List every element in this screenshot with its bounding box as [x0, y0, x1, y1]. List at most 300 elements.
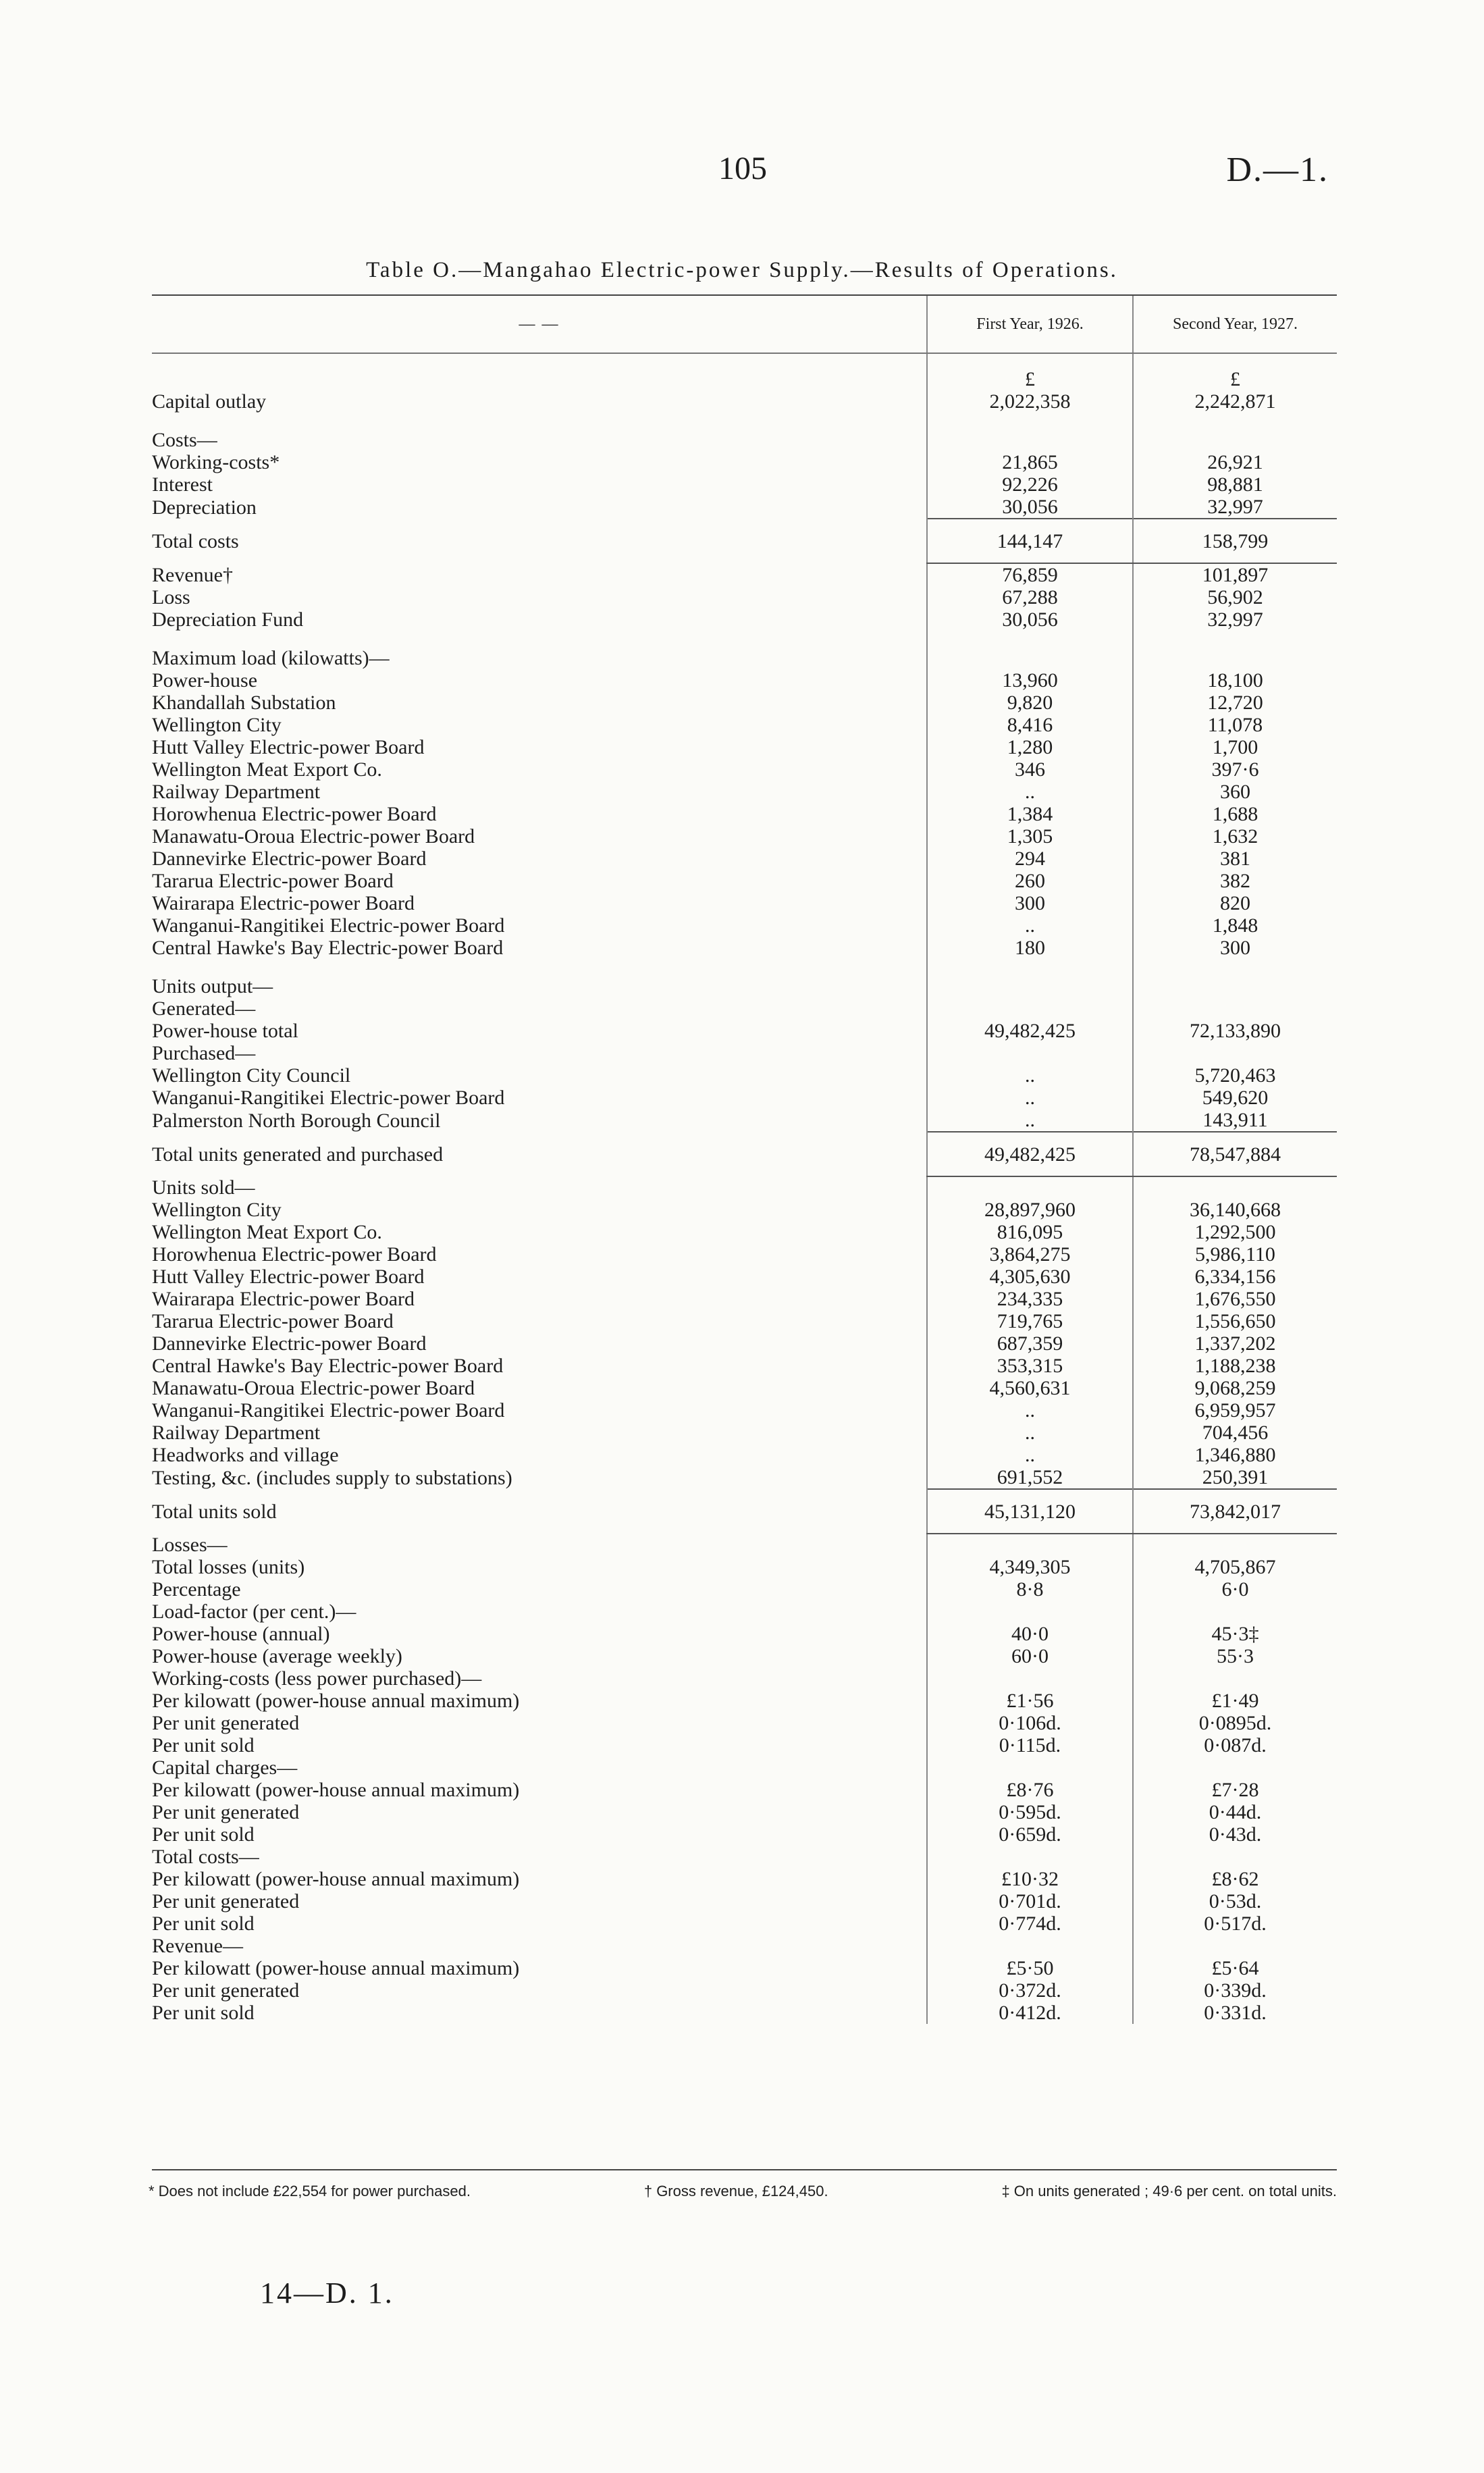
table-row	[152, 563, 1337, 586]
row-label	[152, 1444, 927, 1466]
table-row	[152, 692, 1337, 714]
second-year-value: 549,620	[1133, 1087, 1337, 1109]
row-label	[152, 1266, 927, 1288]
second-year-value: £8·62	[1133, 1868, 1337, 1890]
first-year-value: £10·32	[927, 1868, 1133, 1890]
table-row	[152, 1355, 1337, 1377]
table-row	[152, 870, 1337, 892]
row-label-text: Units sold—	[152, 1176, 255, 1199]
section-heading-row	[152, 1846, 1337, 1868]
row-label-text: Revenue—	[152, 1935, 243, 1957]
row-label	[152, 608, 927, 631]
table-row	[152, 1690, 1337, 1712]
first-year-value: 4,305,630	[927, 1266, 1133, 1288]
first-year-value: 260	[927, 870, 1133, 892]
row-label-text: Per kilowatt (power-house annual maximum)	[152, 1779, 520, 1801]
table-row	[152, 586, 1337, 608]
row-label	[152, 1199, 927, 1221]
row-label	[152, 1957, 927, 1979]
row-label-text: Per unit generated	[152, 1801, 300, 1823]
row-label	[152, 1823, 927, 1846]
first-year-value: 719,765	[927, 1310, 1133, 1332]
row-label	[152, 1912, 927, 1935]
row-label-text: Per unit sold	[152, 1912, 255, 1935]
table-row	[152, 1422, 1337, 1444]
printer-signature: 14—D. 1.	[260, 2276, 394, 2310]
table-row	[152, 1243, 1337, 1266]
row-label	[152, 1667, 927, 1690]
row-label-text: Per unit generated	[152, 1712, 300, 1734]
row-label	[152, 692, 927, 714]
first-year-value: 687,359	[927, 1332, 1133, 1355]
section-heading-row	[152, 647, 1337, 669]
row-label	[152, 1600, 927, 1623]
row-label-text: Tararua Electric-power Board	[152, 1310, 394, 1332]
page-number: 105	[718, 151, 767, 186]
table-row	[152, 714, 1337, 736]
row-label-text: Depreciation Fund	[152, 608, 304, 631]
row-label	[152, 1176, 927, 1199]
first-year-value	[927, 1600, 1133, 1623]
second-year-value: 55·3	[1133, 1645, 1337, 1667]
first-year-value	[927, 1667, 1133, 1690]
row-label-text: Per unit sold	[152, 1823, 255, 1846]
first-year-value: 300	[927, 892, 1133, 914]
row-label-text: Palmerston North Borough Council	[152, 1110, 441, 1132]
table-row	[152, 1734, 1337, 1756]
row-label-text: Wanganui-Rangitikei Electric-power Board	[152, 1087, 505, 1109]
spacer-row	[152, 959, 1337, 975]
row-label	[152, 669, 927, 692]
second-year-value: 1,346,880	[1133, 1444, 1337, 1466]
row-label	[152, 1466, 927, 1489]
first-year-value: 0·115d.	[927, 1734, 1133, 1756]
row-label-text: Central Hawke's Bay Electric-power Board	[152, 937, 504, 959]
first-year-value	[927, 997, 1133, 1020]
second-year-value: 0·331d.	[1133, 2002, 1337, 2024]
first-year-value: 30,056	[927, 496, 1133, 519]
spacer-cell	[927, 413, 1133, 429]
spacer-cell	[1133, 631, 1337, 647]
table-row	[152, 1801, 1337, 1823]
row-label	[152, 848, 927, 870]
first-year-value: 691,552	[927, 1466, 1133, 1489]
table-row	[152, 736, 1337, 758]
row-label-text: Railway Department	[152, 1422, 321, 1444]
section-heading-row	[152, 975, 1337, 997]
table-row	[152, 781, 1337, 803]
second-year-value: 32,997	[1133, 608, 1337, 631]
table-row	[152, 496, 1337, 519]
table-row	[152, 1645, 1337, 1667]
table-row	[152, 1332, 1337, 1355]
row-label-text: Costs—	[152, 429, 217, 451]
row-label-text: Total costs—	[152, 1846, 259, 1868]
row-label	[152, 353, 927, 390]
second-year-value: 9,068,259	[1133, 1377, 1337, 1399]
row-label	[152, 1756, 927, 1779]
first-year-value: 1,305	[927, 825, 1133, 848]
row-label-text: Dannevirke Electric-power Board	[152, 848, 427, 870]
first-year-value: 9,820	[927, 692, 1133, 714]
table-row	[152, 1556, 1337, 1578]
table-row	[152, 1444, 1337, 1466]
first-year-value: 21,865	[927, 451, 1133, 473]
second-year-value	[1133, 429, 1337, 451]
first-year-value: 13,960	[927, 669, 1133, 692]
row-label-text: Per unit sold	[152, 1734, 255, 1756]
row-label	[152, 1734, 927, 1756]
second-year-value: 250,391	[1133, 1466, 1337, 1489]
table-row	[152, 1823, 1337, 1846]
first-year-value: £	[927, 353, 1133, 390]
row-label-text: Load-factor (per cent.)—	[152, 1600, 356, 1623]
title-suffix: —Results of Operations.	[850, 258, 1118, 282]
row-label	[152, 1109, 927, 1132]
second-year-value: 1,292,500	[1133, 1221, 1337, 1243]
second-year-value: 381	[1133, 848, 1337, 870]
row-label	[152, 1779, 927, 1801]
second-year-value: 1,676,550	[1133, 1288, 1337, 1310]
table-row	[152, 1109, 1337, 1132]
row-label	[152, 1690, 927, 1712]
first-year-value: 1,280	[927, 736, 1133, 758]
first-year-value: ..	[927, 1109, 1133, 1132]
row-label	[152, 473, 927, 496]
second-year-value: 4,705,867	[1133, 1556, 1337, 1578]
second-year-value: 36,140,668	[1133, 1199, 1337, 1221]
row-label	[152, 2002, 927, 2024]
first-year-value: ..	[927, 1064, 1133, 1087]
table-row	[152, 669, 1337, 692]
table-row	[152, 1020, 1337, 1042]
row-label	[152, 1801, 927, 1823]
table-row	[152, 848, 1337, 870]
first-year-value: 49,482,425	[927, 1132, 1133, 1176]
table-row	[152, 1712, 1337, 1734]
row-label	[152, 892, 927, 914]
first-year-value: 0·701d.	[927, 1890, 1133, 1912]
row-label-text: Percentage	[152, 1578, 241, 1600]
first-year-value	[927, 1534, 1133, 1556]
row-label-text: Loss	[152, 586, 190, 608]
row-label	[152, 1087, 927, 1109]
second-year-value: 98,881	[1133, 473, 1337, 496]
spacer-cell	[152, 631, 927, 647]
row-label	[152, 1332, 927, 1355]
table-row	[152, 914, 1337, 937]
row-label	[152, 1846, 927, 1868]
row-label-text: Power-house total	[152, 1020, 298, 1042]
first-year-value: 45,131,120	[927, 1489, 1133, 1534]
row-label	[152, 1489, 927, 1534]
table-row	[152, 937, 1337, 959]
row-label	[152, 496, 927, 519]
second-year-value: 1,700	[1133, 736, 1337, 758]
header-second-year: Second Year, 1927.	[1133, 296, 1337, 353]
second-year-value: £1·49	[1133, 1690, 1337, 1712]
first-year-value	[927, 1176, 1133, 1199]
spacer-cell	[1133, 413, 1337, 429]
second-year-value	[1133, 1935, 1337, 1957]
row-label	[152, 451, 927, 473]
first-year-value	[927, 429, 1133, 451]
row-label	[152, 781, 927, 803]
row-label-text: Hutt Valley Electric-power Board	[152, 1266, 425, 1288]
first-year-value: 28,897,960	[927, 1199, 1133, 1221]
row-label-text: Per unit sold	[152, 2002, 255, 2024]
first-year-value: ..	[927, 914, 1133, 937]
row-label	[152, 736, 927, 758]
second-year-value	[1133, 997, 1337, 1020]
row-label-text: Power-house (average weekly)	[152, 1645, 402, 1667]
second-year-value: 5,720,463	[1133, 1064, 1337, 1087]
row-label-text: Per kilowatt (power-house annual maximum)	[152, 1690, 520, 1712]
table-row	[152, 1288, 1337, 1310]
table-row	[152, 1466, 1337, 1489]
table-row	[152, 1377, 1337, 1399]
second-year-value: 26,921	[1133, 451, 1337, 473]
second-year-value: 45·3‡	[1133, 1623, 1337, 1645]
second-year-value: £5·64	[1133, 1957, 1337, 1979]
first-year-value: 30,056	[927, 608, 1133, 631]
table-row	[152, 1957, 1337, 1979]
first-year-value: 8,416	[927, 714, 1133, 736]
table-row	[152, 451, 1337, 473]
first-year-value: 0·595d.	[927, 1801, 1133, 1823]
first-year-value: 4,560,631	[927, 1377, 1133, 1399]
row-label-text: Testing, &c. (includes supply to substations)	[152, 1467, 512, 1489]
first-year-value: ..	[927, 781, 1133, 803]
section-heading-row	[152, 1935, 1337, 1957]
second-year-value: 6,959,957	[1133, 1399, 1337, 1422]
second-year-value: 1,556,650	[1133, 1310, 1337, 1332]
first-year-value: 0·372d.	[927, 1979, 1133, 2002]
row-label-text: Wellington City Council	[152, 1064, 351, 1087]
title-main: —Mangahao Electric-power Supply.	[458, 258, 851, 282]
spacer-cell	[1133, 959, 1337, 975]
second-year-value: £	[1133, 353, 1337, 390]
first-year-value	[927, 1042, 1133, 1064]
row-label	[152, 1556, 927, 1578]
row-label-text: Total units sold	[152, 1500, 277, 1523]
first-year-value	[927, 975, 1133, 997]
second-year-value: 143,911	[1133, 1109, 1337, 1132]
row-label	[152, 1935, 927, 1957]
row-label	[152, 1868, 927, 1890]
table-row	[152, 1868, 1337, 1890]
first-year-value: 3,864,275	[927, 1243, 1133, 1266]
row-label	[152, 937, 927, 959]
first-year-value	[927, 1756, 1133, 1779]
row-label	[152, 1310, 927, 1332]
table-row	[152, 1912, 1337, 1935]
section-heading-row	[152, 1667, 1337, 1690]
first-year-value: 346	[927, 758, 1133, 781]
second-year-value	[1133, 1534, 1337, 1556]
row-label	[152, 1890, 927, 1912]
first-year-value: 67,288	[927, 586, 1133, 608]
second-year-value: 382	[1133, 870, 1337, 892]
second-year-value: 1,688	[1133, 803, 1337, 825]
first-year-value: 0·774d.	[927, 1912, 1133, 1935]
row-label	[152, 647, 927, 669]
row-label-text: Interest	[152, 473, 213, 496]
row-label-text: Central Hawke's Bay Electric-power Board	[152, 1355, 504, 1377]
header-first-year: First Year, 1926.	[927, 296, 1133, 353]
second-year-value: 0·43d.	[1133, 1823, 1337, 1846]
row-label-text: Losses—	[152, 1534, 228, 1556]
row-label	[152, 1020, 927, 1042]
total-row	[152, 519, 1337, 563]
first-year-value: 353,315	[927, 1355, 1133, 1377]
row-label	[152, 1288, 927, 1310]
results-table	[152, 296, 1337, 2024]
table-row	[152, 1087, 1337, 1109]
row-label	[152, 997, 927, 1020]
row-label-text: Total units generated and purchased	[152, 1143, 444, 1166]
row-label-text: Total costs	[152, 529, 239, 552]
second-year-value: £7·28	[1133, 1779, 1337, 1801]
first-year-value	[927, 647, 1133, 669]
first-year-value: £5·50	[927, 1957, 1133, 1979]
spacer-cell	[152, 959, 927, 975]
second-year-value: 56,902	[1133, 586, 1337, 608]
spacer-cell	[927, 631, 1133, 647]
first-year-value: 0·412d.	[927, 2002, 1133, 2024]
row-label-text: Wairarapa Electric-power Board	[152, 892, 415, 914]
total-row	[152, 1132, 1337, 1176]
row-label	[152, 1221, 927, 1243]
row-label-text: Wellington City	[152, 714, 282, 736]
table-row	[152, 353, 1337, 390]
row-label	[152, 1243, 927, 1266]
first-year-value: 1,384	[927, 803, 1133, 825]
row-label	[152, 1645, 927, 1667]
row-label	[152, 1534, 927, 1556]
second-year-value: 1,632	[1133, 825, 1337, 848]
second-year-value: 704,456	[1133, 1422, 1337, 1444]
row-label-text: Generated—	[152, 997, 256, 1020]
first-year-value: £8·76	[927, 1779, 1133, 1801]
second-year-value: 360	[1133, 781, 1337, 803]
first-year-value: 4,349,305	[927, 1556, 1133, 1578]
second-year-value: 397·6	[1133, 758, 1337, 781]
row-label-text: Depreciation	[152, 496, 257, 519]
section-heading-row	[152, 1534, 1337, 1556]
row-label-text: Wellington Meat Export Co.	[152, 758, 382, 781]
row-label-text: Revenue†	[152, 564, 233, 586]
second-year-value: 6,334,156	[1133, 1266, 1337, 1288]
second-year-value: 0·517d.	[1133, 1912, 1337, 1935]
row-label-text: Power-house	[152, 669, 258, 692]
table-row	[152, 1310, 1337, 1332]
second-year-value: 12,720	[1133, 692, 1337, 714]
second-year-value: 2,242,871	[1133, 390, 1337, 413]
table-row	[152, 758, 1337, 781]
row-label	[152, 1355, 927, 1377]
footnote-gross-revenue: † Gross revenue, £124,450.	[643, 2183, 828, 2199]
second-year-value: 0·0895d.	[1133, 1712, 1337, 1734]
second-year-value: 0·53d.	[1133, 1890, 1337, 1912]
table-row	[152, 473, 1337, 496]
row-label	[152, 914, 927, 937]
second-year-value: 820	[1133, 892, 1337, 914]
row-label	[152, 1399, 927, 1422]
first-year-value: ..	[927, 1444, 1133, 1466]
first-year-value: 76,859	[927, 563, 1133, 586]
table-body	[152, 353, 1337, 2024]
row-label-text: Wairarapa Electric-power Board	[152, 1288, 415, 1310]
row-label-text: Working-costs (less power purchased)—	[152, 1667, 482, 1690]
table-row	[152, 1578, 1337, 1600]
table-row	[152, 1779, 1337, 1801]
section-heading-row	[152, 429, 1337, 451]
second-year-value	[1133, 1667, 1337, 1690]
row-label-text: Dannevirke Electric-power Board	[152, 1332, 427, 1355]
row-label	[152, 519, 927, 563]
table-row	[152, 1979, 1337, 2002]
title-prefix: Table O.	[366, 258, 459, 282]
row-label-text: Per unit generated	[152, 1979, 300, 2002]
row-label	[152, 714, 927, 736]
first-year-value: 234,335	[927, 1288, 1133, 1310]
table-row	[152, 892, 1337, 914]
row-label	[152, 586, 927, 608]
second-year-value	[1133, 1176, 1337, 1199]
row-label-text: Wanganui-Rangitikei Electric-power Board	[152, 914, 505, 937]
table-row	[152, 1623, 1337, 1645]
spacer-cell	[927, 959, 1133, 975]
first-year-value: 144,147	[927, 519, 1133, 563]
row-label-text: Hutt Valley Electric-power Board	[152, 736, 425, 758]
first-year-value: 92,226	[927, 473, 1133, 496]
first-year-value	[927, 1935, 1133, 1957]
second-year-value: 0·087d.	[1133, 1734, 1337, 1756]
row-label	[152, 1712, 927, 1734]
row-label	[152, 563, 927, 586]
row-label-text: Per kilowatt (power-house annual maximum)	[152, 1957, 520, 1979]
first-year-value: 8·8	[927, 1578, 1133, 1600]
row-label-text: Headworks and village	[152, 1444, 339, 1466]
row-label	[152, 1064, 927, 1087]
first-year-value: ..	[927, 1422, 1133, 1444]
section-heading-row	[152, 1600, 1337, 1623]
first-year-value	[927, 1846, 1133, 1868]
second-year-value: 6·0	[1133, 1578, 1337, 1600]
second-year-value: 0·44d.	[1133, 1801, 1337, 1823]
row-label-text: Wellington Meat Export Co.	[152, 1221, 382, 1243]
row-label	[152, 429, 927, 451]
row-label-text: Wellington City	[152, 1199, 282, 1221]
footnote-units-generated: ‡ On units generated ; 49·6 per cent. on total units.	[1001, 2183, 1337, 2199]
section-heading-row	[152, 1042, 1337, 1064]
row-label-text: Manawatu-Oroua Electric-power Board	[152, 825, 475, 848]
first-year-value: ..	[927, 1087, 1133, 1109]
row-label-text: Capital outlay	[152, 390, 267, 413]
row-label	[152, 1377, 927, 1399]
row-label-text: Working-costs*	[152, 451, 280, 473]
row-label-text: Tararua Electric-power Board	[152, 870, 394, 892]
row-label-text: Khandallah Substation	[152, 692, 336, 714]
row-label-text: Total losses (units)	[152, 1556, 305, 1578]
row-label	[152, 758, 927, 781]
second-year-value: 101,897	[1133, 563, 1337, 586]
first-year-value: 0·106d.	[927, 1712, 1133, 1734]
row-label-text: Per unit generated	[152, 1890, 300, 1912]
first-year-value: £1·56	[927, 1690, 1133, 1712]
second-year-value: 1,188,238	[1133, 1355, 1337, 1377]
